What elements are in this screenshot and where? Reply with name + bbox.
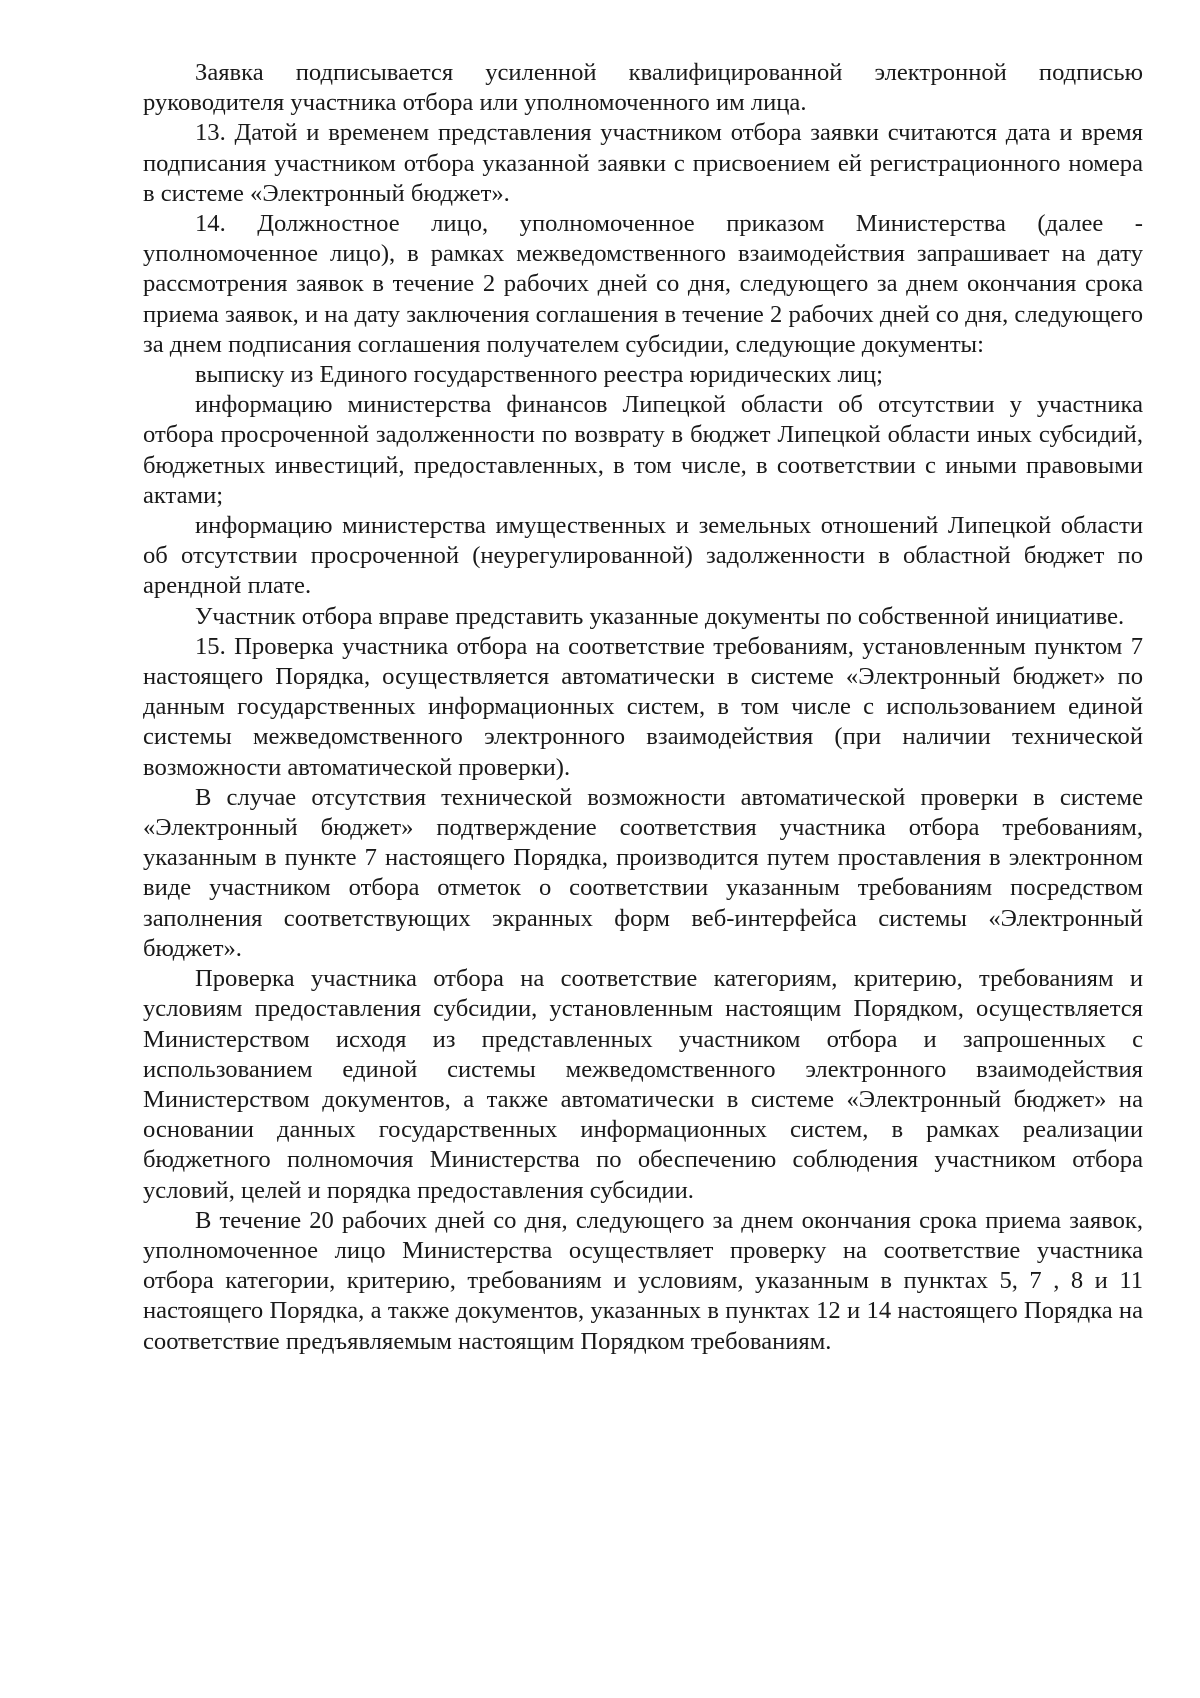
paragraph-15-ministry-check: Проверка участника отбора на соответствие категориям, критерию, требованиям и условиям предоставления субсидии, установленным настоящим Порядком, осуществляется Министерством исходя из представленных участником отбора и запрошенных с использованием единой системы межведомственного электронного взаимодействия Министерством документов, а также автоматически в системе «Электронный бюджет» на основании данных государственных информационных систем, в рамках реализации бюджетного полномочия Министерства по обеспечению соблюдения участником отбора условий, целей и порядка предоставления субсидии.: [143, 965, 1143, 1204]
paragraph-own-initiative: Участник отбора вправе представить указанные документы по собственной инициативе.: [195, 602, 1125, 630]
paragraph-14-item-finance: информацию министерства финансов Липецкой области об отсутствии у участника отбора просроченной задолженности по возврату в бюджет Липецкой области иных субсидий, бюджетных инвестиций, предоставленных, в том числе, в соответствии с иными правовыми актами;: [143, 391, 1143, 509]
paragraph-signature: Заявка подписывается усиленной квалифицированной электронной подписью руководителя участника отбора или уполномоченного им лица.: [143, 59, 1143, 117]
paragraph-14-item-property: информацию министерства имущественных и земельных отношений Липецкой области об отсутствии просроченной (неурегулированной) задолженности в областной бюджет по арендной плате.: [143, 512, 1143, 600]
paragraph-14-item-egrul: выписку из Единого государственного реестра юридических лиц;: [195, 361, 883, 389]
paragraph-15: 15. Проверка участника отбора на соответствие требованиям, установленным пунктом 7 настоящего Порядка, осуществляется автоматически в системе «Электронный бюджет» по данным государственных информационных систем, в том числе с использованием единой системы межведомственного электронного взаимодействия (при наличии технической возможности автоматической проверки).: [143, 632, 1143, 781]
paragraph-15-no-technical: В случае отсутствия технической возможности автоматической проверки в системе «Электронный бюджет» подтверждение соответствия участника отбора требованиям, указанным в пункте 7 настоящего Порядка, производится путем проставления в электронном виде участником отбора отметок о соответствии указанным требованиям посредством заполнения соответствующих экранных форм веб-интерфейса системы «Электронный бюджет».: [143, 783, 1143, 962]
document-body: [143, 58, 1143, 1357]
paragraph-14: 14. Должностное лицо, уполномоченное приказом Министерства (далее - уполномоченное лицо), в рамках межведомственного взаимодействия запрашивает на дату рассмотрения заявок в течение 2 рабочих дней со дня, следующего за днем окончания срока приема заявок, и на дату заключения соглашения в течение 2 рабочих дней со дня, следующего за днем подписания соглашения получателем субсидии, следующие документы:: [143, 210, 1143, 358]
paragraph-13: 13. Датой и временем представления участником отбора заявки считаются дата и время подписания участником отбора указанной заявки с присвоением ей регистрационного номера в системе «Электронный бюджет».: [143, 119, 1143, 207]
paragraph-20-days: В течение 20 рабочих дней со дня, следующего за днем окончания срока приема заявок, уполномоченное лицо Министерства осуществляет проверку на соответствие участника отбора категории, критерию, требованиям и условиям, указанным в пунктах 5, 7 , 8 и 11 настоящего Порядка, а также документов, указанных в пунктах 12 и 14 настоящего Порядка на соответствие предъявляемым настоящим Порядком требованиям.: [143, 1206, 1143, 1355]
